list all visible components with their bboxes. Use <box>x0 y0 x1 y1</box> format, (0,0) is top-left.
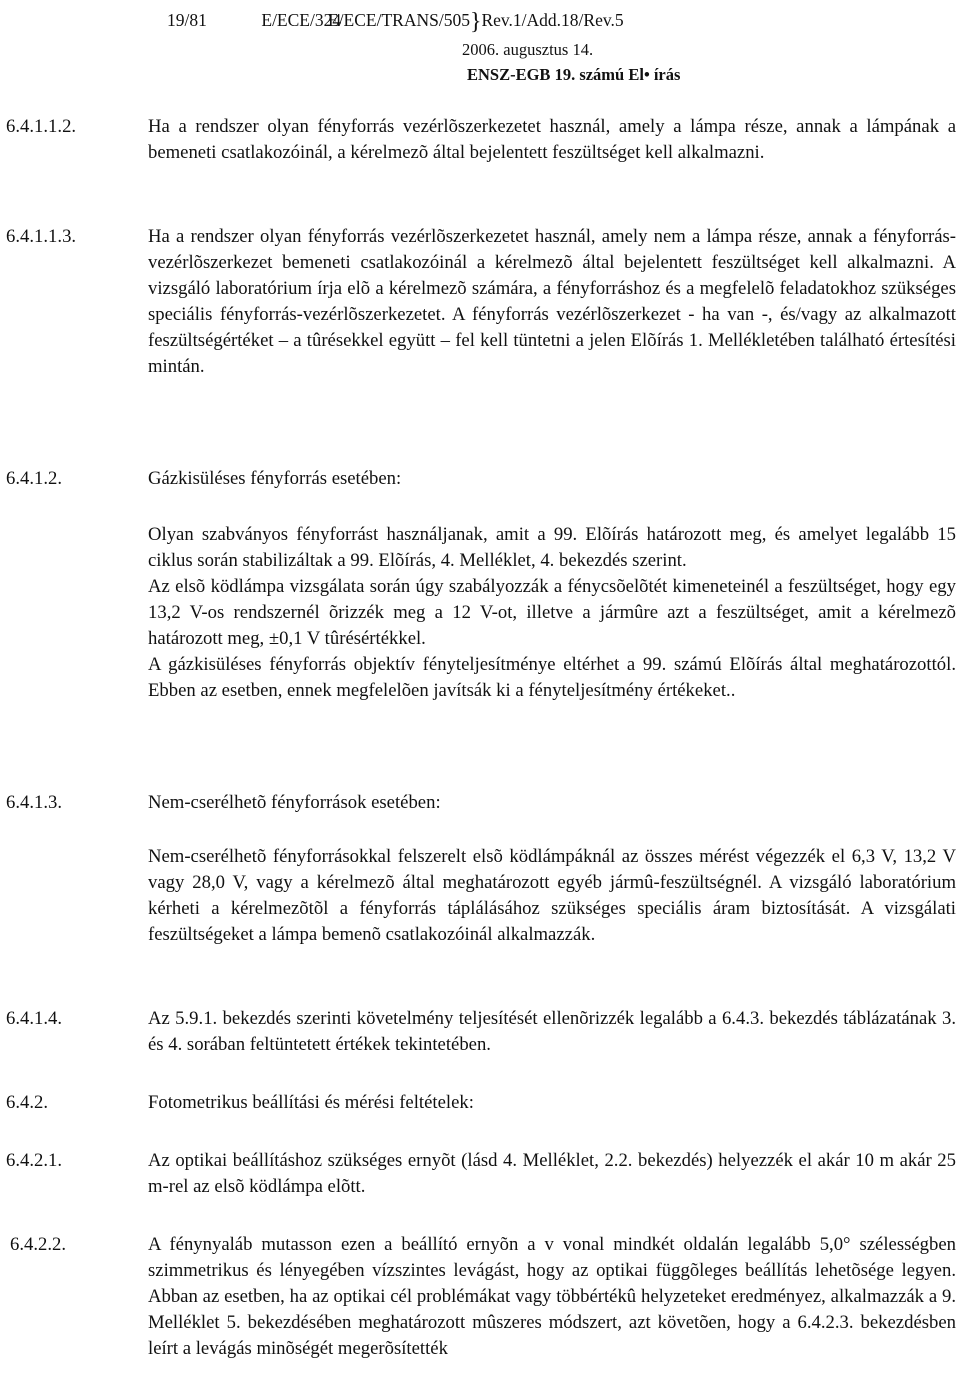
section-number: 6.4.2.1. <box>6 1150 63 1171</box>
header-date: 2006. augusztus 14. <box>462 40 594 59</box>
paragraph: Olyan szabványos fényforrást használjanak, amit a 99. Elõírás határozott meg, és amelyet legalább 15 ciklus során stabilizáltak a 99. Elõírás, 4. Melléklet, 4. bekezdés szerint. <box>148 524 956 571</box>
section-heading: Fotometrikus beállítási és mérési feltételek: <box>148 1092 474 1113</box>
section-number: 6.4.1.4. <box>6 1008 63 1029</box>
section-number: 6.4.1.1.3. <box>6 226 77 247</box>
header-regulation: ENSZ-EGB 19. számú El• írás <box>467 65 681 84</box>
doc-code-block <box>328 7 624 33</box>
paragraph: Az elsõ ködlámpa vizsgálata során úgy szabályozzák a fénycsõelõtét kimeneteinél a feszültséget, hogy egy 13,2 V-os rendszernél õrizzék meg a 12 V-ot, illetve a jármûre azt a feszültséget, amit a kérelmezõ határozott meg, ±0,1 V tûrésértékkel. <box>148 576 956 649</box>
brace-icon: } <box>469 9 482 35</box>
section-number: 6.4.2.2. <box>10 1234 67 1255</box>
revision-code: Rev.1/Add.18/Rev.5 <box>481 10 624 30</box>
section-heading: Gázkisüléses fényforrás esetében: <box>148 468 402 489</box>
doc-code-left: E/ECE/324 <box>261 10 342 30</box>
section-text: Az 5.9.1. bekezdés szerinti követelmény teljesítését ellenõrizzék legalább a 6.4.3. bekezdés táblázatának 3. és 4. sorában feltüntetett értékek tekintetében. <box>148 1008 956 1055</box>
page-header <box>167 7 341 33</box>
section-number: 6.4.1.3. <box>6 792 63 813</box>
section-heading: Nem-cserélhetõ fényforrások esetében: <box>148 792 441 813</box>
doc-code-right: E/ECE/TRANS/505 <box>328 10 470 30</box>
section-body <box>148 522 956 704</box>
section-text: Ha a rendszer olyan fényforrás vezérlõszerkezetet használ, amely a lámpa része, annak a lámpának a bemeneti csatlakozóinál, a kérelmezõ által bejelentett feszültséget kell alkalmazni. <box>148 116 956 163</box>
section-text: A fénynyaláb mutasson ezen a beállító ernyõn a v vonal mindkét oldalán legalább 5,0° szélességben szimmetrikus és lényegében vízszintes levágást, hogy az optikai függõleges beállítás lehetõsége legyen. Abban az esetben, ha az optikai cél problémákat vagy többértékû helyzeteket eredményez, alkalmazzák a 9. Melléklet 5. bekezdésében meghatározott mûszeres módszert, azt követõen, hogy a 6.4.2.3. bekezdésben leírt a levágás minõségét megerõsítették <box>148 1234 956 1359</box>
paragraph: Nem-cserélhetõ fényforrásokkal felszerelt elsõ ködlámpáknál az összes mérést végezzék el 6,3 V, 13,2 V vagy 28,0 V, vagy a kérelmezõ által meghatározott egyéb jármû-feszültségnél. A vizsgáló laboratórium kérheti a kérelmezõtõl a fényforrás táplálásához szükséges speciális áram biztosítását. A vizsgálati feszültségeket a lámpa bemenõ csatlakozóinál alkalmazzák. <box>148 846 956 945</box>
paragraph: A gázkisüléses fényforrás objektív fényteljesítménye eltérhet a 99. számú Elõírás által meghatározottól. Ebben az esetben, ennek megfelelõen javítsák ki a fényteljesítmény értékeket.. <box>148 654 956 701</box>
section-text: Ha a rendszer olyan fényforrás vezérlõszerkezetet használ, amely nem a lámpa része, annak a fényforrás-vezérlõszerkezet bemeneti csatlakozóinál a kérelmezõ által bejelentett feszültséget kell alkalmazni. A vizsgáló laboratórium írja elõ a kérelmezõ számára, a fényforráshoz és a megfelelõ feladatokhoz szükséges speciális fényforrás-vezérlõszerkezetet. A fényforrás vezérlõszerkezet - ha van -, és/vagy az alkalmazott feszültségértéket – a tûrésekkel együtt – fel kell tüntetni a jelen Elõírás 1. Mellékletében található értesítési mintán. <box>148 226 956 377</box>
section-number: 6.4.2. <box>6 1092 49 1113</box>
section-number: 6.4.1.2. <box>6 468 63 489</box>
page-number: 19/81 <box>167 10 207 30</box>
section-body <box>148 844 956 948</box>
section-number: 6.4.1.1.2. <box>6 116 77 137</box>
section-text: Az optikai beállításhoz szükséges ernyõt (lásd 4. Melléklet, 2.2. bekezdés) helyezzék el akár 10 m akár 25 m-rel az elsõ ködlámpa elõtt. <box>148 1150 956 1197</box>
